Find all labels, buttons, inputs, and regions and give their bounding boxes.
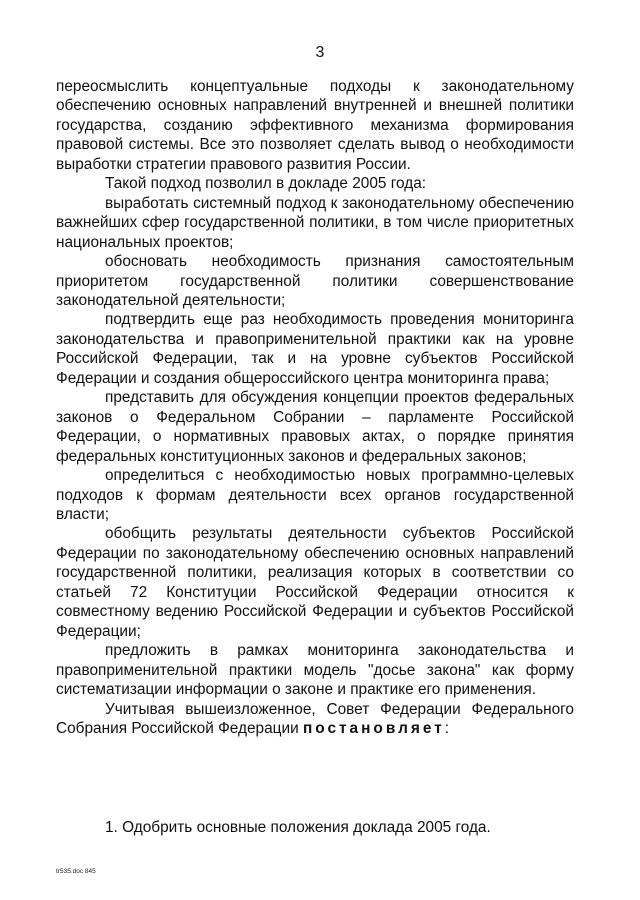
- paragraph-approach: Такой подход позволил в докладе 2005 года:: [105, 175, 427, 193]
- resolution-colon: :: [444, 719, 450, 737]
- list-item-develop: выработать системный подход к законодательному обеспечению важнейших сфер государственной политики, в том числе приоритетных национальных проектов;: [56, 194, 574, 251]
- list-item-justify: обосновать необходимость признания самостоятельным приоритетом государственной политики совершенствование законодательной деятельности;: [56, 253, 574, 309]
- list-item-present: представить для обсуждения концепции проектов федеральных законов о Федеральном Собрании – парламенте Российской Федерации, о нормативных правовых актах, о порядке принятия федеральных конституционных законов и федеральных законов;: [56, 389, 574, 465]
- resolution-verb: постановляет: [302, 719, 445, 737]
- decision-item-1: 1. Одобрить основные положения доклада 2005 года.: [105, 819, 491, 836]
- footer-file-code: tr535.doc 845: [56, 868, 96, 875]
- body-text: [56, 77, 574, 738]
- list-item-confirm: подтвердить еще раз необходимость проведения мониторинга законодательства и правоприменительной практики как на уровне Российской Федерации, так и на уровне субъектов Российской Федерации и создания общероссийского центра мониторинга права;: [56, 311, 574, 387]
- paragraph-continuation: переосмыслить концептуальные подходы к законодательному обеспечению основных направлений внутренней и внешней политики государства, созданию эффективного механизма формирования правовой системы. Все это позволяет сделать вывод о необходимости выработки стратегии правового развития России.: [56, 78, 574, 173]
- page-number: 3: [315, 44, 325, 61]
- resolution-paragraph: [56, 700, 574, 739]
- list-item-propose: предложить в рамках мониторинга законодательства и правоприменительной практики модель "досье закона" как форму систематизации информации о законе и практике его применения.: [56, 642, 574, 699]
- list-item-determine: определиться с необходимостью новых программно-целевых подходов к формам деятельности всех органов государственной власти;: [56, 467, 574, 523]
- list-item-summarize: обобщить результаты деятельности субъектов Российской Федерации по законодательному обеспечению основных направлений государственной политики, реализация которых в соответствии со статьей 72 Конституции Российской Федерации относится к совместному ведению Российской Федерации и субъектов Российской Федерации;: [56, 525, 574, 640]
- resolution-intro: Учитывая вышеизложенное, Совет Федерации Федерального Собрания Российской Федерации: [56, 700, 574, 737]
